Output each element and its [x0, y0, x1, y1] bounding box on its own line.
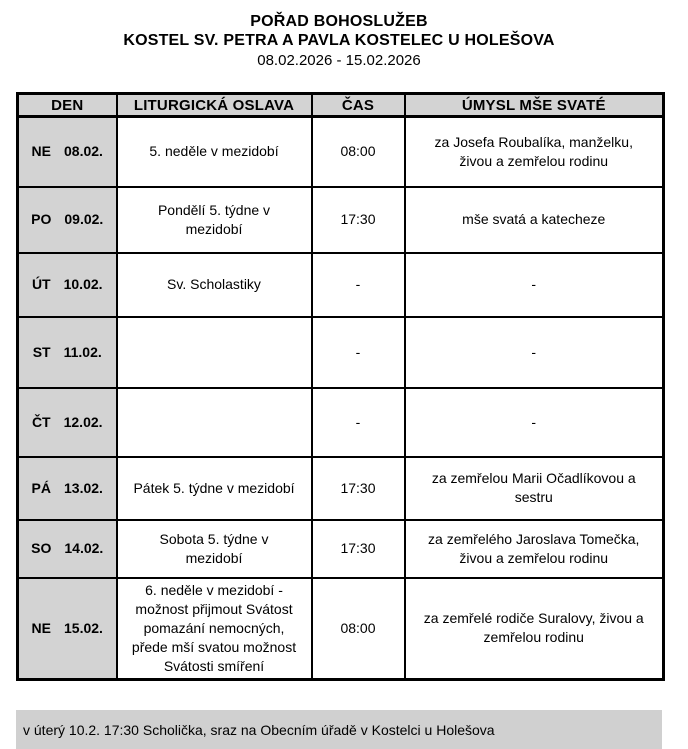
table-row: [18, 457, 664, 520]
celebration-cell: Pátek 5. týdne v mezidobí: [117, 457, 312, 520]
day-date: 15.02.: [64, 619, 103, 636]
day-abbrev: ČT: [31, 413, 51, 430]
intention-cell: -: [405, 253, 664, 317]
day-cell: [18, 253, 117, 317]
time-cell: 17:30: [312, 457, 405, 520]
day-abbrev: NE: [31, 619, 51, 636]
celebration-cell: 6. neděle v mezidobí - možnost přijmout Svátost pomazání nemocných, přede mší svatou možnost Svátosti smíření: [117, 578, 312, 680]
time-cell: 17:30: [312, 520, 405, 578]
intention-cell: za zemřelou Marii Očadlíkovou a sestru: [405, 457, 664, 520]
day-cell: [18, 117, 117, 187]
day-date: 09.02.: [64, 211, 104, 227]
celebration-cell: [117, 388, 312, 457]
page-title: POŘAD BOHOSLUŽEB: [250, 13, 428, 30]
footer-note-bar: [16, 710, 662, 749]
table-row: [18, 317, 664, 388]
day-cell: [18, 187, 117, 253]
table-row: [18, 117, 664, 187]
day-cell: [18, 578, 117, 680]
day-date: 11.02.: [63, 343, 102, 360]
intention-cell: -: [405, 317, 664, 388]
day-abbrev: SO: [31, 540, 52, 556]
intention-cell: za zemřelého Jaroslava Tomečka, živou a zemřelou rodinu: [405, 520, 664, 578]
time-cell: -: [312, 317, 405, 388]
celebration-cell: [117, 317, 312, 388]
day-abbrev: ÚT: [31, 276, 51, 292]
time-cell: 17:30: [312, 187, 405, 253]
celebration-cell: 5. neděle v mezidobí: [117, 117, 312, 187]
day-abbrev: PÁ: [31, 479, 51, 496]
time-cell: 08:00: [312, 578, 405, 680]
column-header-day: DEN: [18, 94, 117, 117]
day-date: 13.02.: [64, 479, 103, 496]
day-abbrev: NE: [31, 143, 51, 160]
church-name: KOSTEL SV. PETRA A PAVLA KOSTELEC U HOLEŠOVA: [123, 32, 555, 49]
time-cell: 08:00: [312, 117, 405, 187]
day-cell: [18, 520, 117, 578]
day-date: 14.02.: [64, 540, 104, 556]
celebration-cell: Pondělí 5. týdne v mezidobí: [117, 187, 312, 253]
column-header-celebration: LITURGICKÁ OSLAVA: [117, 94, 312, 117]
day-cell: [18, 457, 117, 520]
day-date: 08.02.: [64, 143, 103, 160]
celebration-cell: Sobota 5. týdne v mezidobí: [117, 520, 312, 578]
column-header-time: ČAS: [312, 94, 405, 117]
day-abbrev: ST: [32, 343, 51, 360]
date-range: 08.02.2026 - 15.02.2026: [257, 52, 421, 69]
table-row: [18, 578, 664, 680]
day-date: 10.02.: [63, 276, 103, 292]
day-date: 12.02.: [63, 413, 103, 430]
schedule-table: [16, 92, 665, 681]
table-row: [18, 388, 664, 457]
table-header-row: [18, 94, 664, 117]
table-row: [18, 187, 664, 253]
intention-cell: mše svatá a katecheze: [405, 187, 664, 253]
table-row: [18, 520, 664, 578]
intention-cell: za Josefa Roubalíka, manželku, živou a zemřelou rodinu: [405, 117, 664, 187]
footer-note-text: v úterý 10.2. 17:30 Scholička, sraz na Obecním úřadě v Kostelci u Holešova: [23, 721, 495, 738]
intention-cell: za zemřelé rodiče Suralovy, živou a zemřelou rodinu: [405, 578, 664, 680]
column-header-intention: ÚMYSL MŠE SVATÉ: [405, 94, 664, 117]
table-row: [18, 253, 664, 317]
day-cell: [18, 317, 117, 388]
intention-cell: -: [405, 388, 664, 457]
celebration-cell: Sv. Scholastiky: [117, 253, 312, 317]
time-cell: -: [312, 388, 405, 457]
time-cell: -: [312, 253, 405, 317]
title-block: [16, 12, 662, 71]
day-abbrev: PO: [31, 211, 52, 227]
day-cell: [18, 388, 117, 457]
